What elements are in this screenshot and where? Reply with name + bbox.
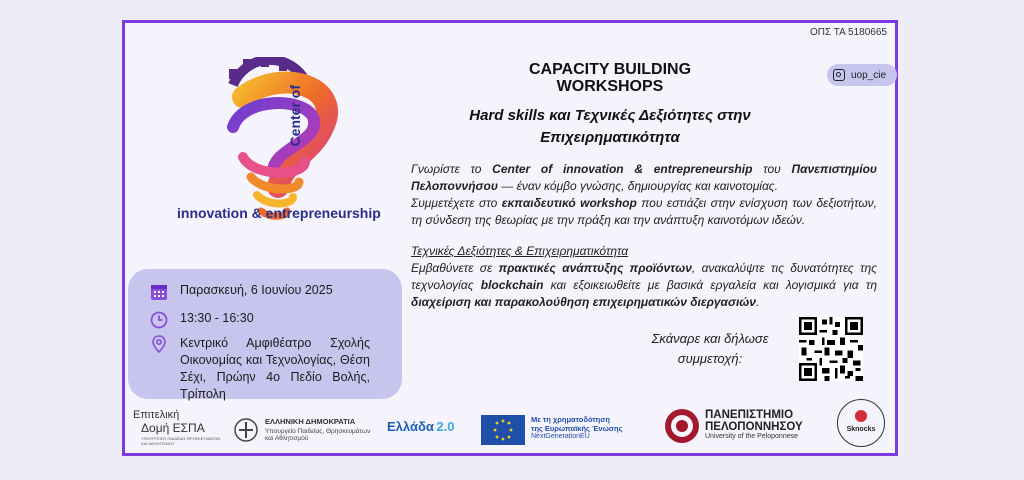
skills-text: Εμβαθύνετε σε: [411, 261, 499, 275]
eu-funding-logo: [531, 415, 651, 440]
skills-text: .: [755, 295, 760, 309]
ops-code: ΟΠΣ ΤΑ 5180665: [810, 27, 887, 38]
uop-seal-icon: [663, 407, 701, 447]
uop-line-1: ΠΑΝΕΠΙΣΤΗΜΙΟ: [705, 409, 794, 421]
skills-paragraph: [411, 243, 877, 311]
uop-line-3: University of the Peloponnese: [705, 433, 798, 440]
eu-line-3: NextGenerationEU: [531, 433, 590, 440]
intro-workshop-label: εκπαιδευτικό workshop: [501, 196, 637, 210]
instagram-icon: [833, 69, 845, 81]
event-info-panel: [128, 269, 402, 399]
intro-university-name: Πανεπιστημίου Πελοποννήσου: [411, 162, 877, 193]
skills-bold-text: διαχείριση και παρακολούθηση επιχειρηματικών διεργασιών: [411, 295, 756, 309]
espa-small: ΥΠΟΥΡΓΕΙΟΥ ΠΑΙΔΕΙΑΣ ΘΡΗΣΚΕΥΜΑΤΩΝ ΚΑΙ ΑΘΛΗΤΙΣΜΟΥ: [141, 436, 221, 446]
logo-vertical-text: Center of: [287, 85, 303, 147]
skills-heading: Τεχνικές Δεξιότητες & Επιχειρηματικότητα: [411, 244, 629, 258]
skills-bold-text: πρακτικές ανάπτυξης προϊόντων: [498, 261, 692, 275]
skills-text: και εξοικειωθείτε με βασικά εργαλεία και λογισμικά για τη: [543, 278, 877, 292]
event-date-row: [150, 283, 333, 301]
clock-icon: [150, 311, 168, 329]
sknocks-text: Sknocks: [846, 426, 876, 433]
hellenic-republic-logo: [265, 417, 375, 442]
intro-paragraph: [411, 161, 877, 229]
intro-text: του: [752, 162, 792, 176]
skills-bold-text: blockchain: [480, 278, 544, 292]
calendar-icon: [150, 283, 168, 301]
greece-2-0-logo: [387, 419, 454, 434]
event-time: 13:30 - 16:30: [180, 311, 254, 325]
greece-version: 2.0: [436, 419, 455, 434]
hellenic-line-2: Υπουργείο Παιδείας, Θρησκευμάτων: [265, 428, 371, 435]
workshop-subtitle: Hard skills και Τεχνικές Δεξιότητες στην Επιχειρηματικότητα: [469, 107, 751, 146]
sknocks-logo: [837, 399, 885, 447]
intro-text: Συμμετέχετε στο: [411, 196, 502, 210]
scan-cta: Σκάναρε και δήλωσε συμμετοχή:: [651, 331, 769, 366]
event-venue: Κεντρικό Αμφιθέατρο Σχολής Οικονομίας και Τεχνολογίας, Θέση Σέχι, Πρώην 4ο Πεδίο Βολής, Τρίπολη: [180, 336, 370, 401]
espa-line-1: Επιτελική: [133, 409, 180, 421]
instagram-handle: uop_cie: [851, 69, 887, 81]
event-time-row: [150, 311, 254, 329]
cie-logo-icon: [173, 57, 373, 227]
sponsor-logos: [125, 403, 895, 453]
hellenic-line-3: και Αθλητισμού: [265, 435, 309, 442]
eu-line-2: της Ευρωπαϊκής Ένωσης: [531, 424, 623, 433]
uop-logo: [705, 409, 835, 440]
eu-line-1: Με τη χρηματοδότηση: [531, 415, 610, 424]
flyer-frame: [122, 20, 898, 456]
workshop-title: CAPACITY BUILDING WORKSHOPS: [528, 61, 692, 95]
location-pin-icon: [150, 335, 168, 353]
intro-text: Γνωρίστε το: [411, 162, 493, 176]
eu-flag-icon: [481, 415, 525, 447]
intro-cie-name: Center of innovation & entrepreneurship: [492, 162, 753, 176]
hellenic-line-1: ΕΛΛΗΝΙΚΗ ΔΗΜΟΚΡΑΤΙΑ: [265, 417, 356, 426]
sknocks-mark-icon: [853, 408, 869, 424]
espa-line-2: Δομή ΕΣΠΑ: [141, 421, 205, 435]
intro-text: — έναν κόμβο γνώσης, δημιουργίας και καινοτομίας.: [497, 179, 778, 193]
event-venue-row: [150, 335, 370, 403]
logo-text: innovation & entrepreneurship: [177, 205, 381, 221]
skills-text: , ανακαλύψτε τις δυνατότητες της τεχνολογίας: [411, 261, 877, 292]
event-date: Παρασκευή, 6 Ιουνίου 2025: [180, 283, 333, 297]
registration-qr-code[interactable]: [799, 317, 863, 381]
uop-line-2: ΠΕΛΟΠΟΝΝΗΣΟΥ: [705, 421, 803, 433]
intro-text: που εστιάζει στην ενίσχυση των δεξιοτήτων, τη σύνδεση της θεωρίας με την πράξη και την ανάπτυξη καινοτόμων ιδεών.: [411, 196, 877, 227]
greece-text: Ελλάδα: [387, 419, 434, 434]
espa-logo: [133, 409, 233, 446]
instagram-badge[interactable]: [827, 64, 897, 86]
hellenic-republic-emblem-icon: [233, 417, 259, 445]
